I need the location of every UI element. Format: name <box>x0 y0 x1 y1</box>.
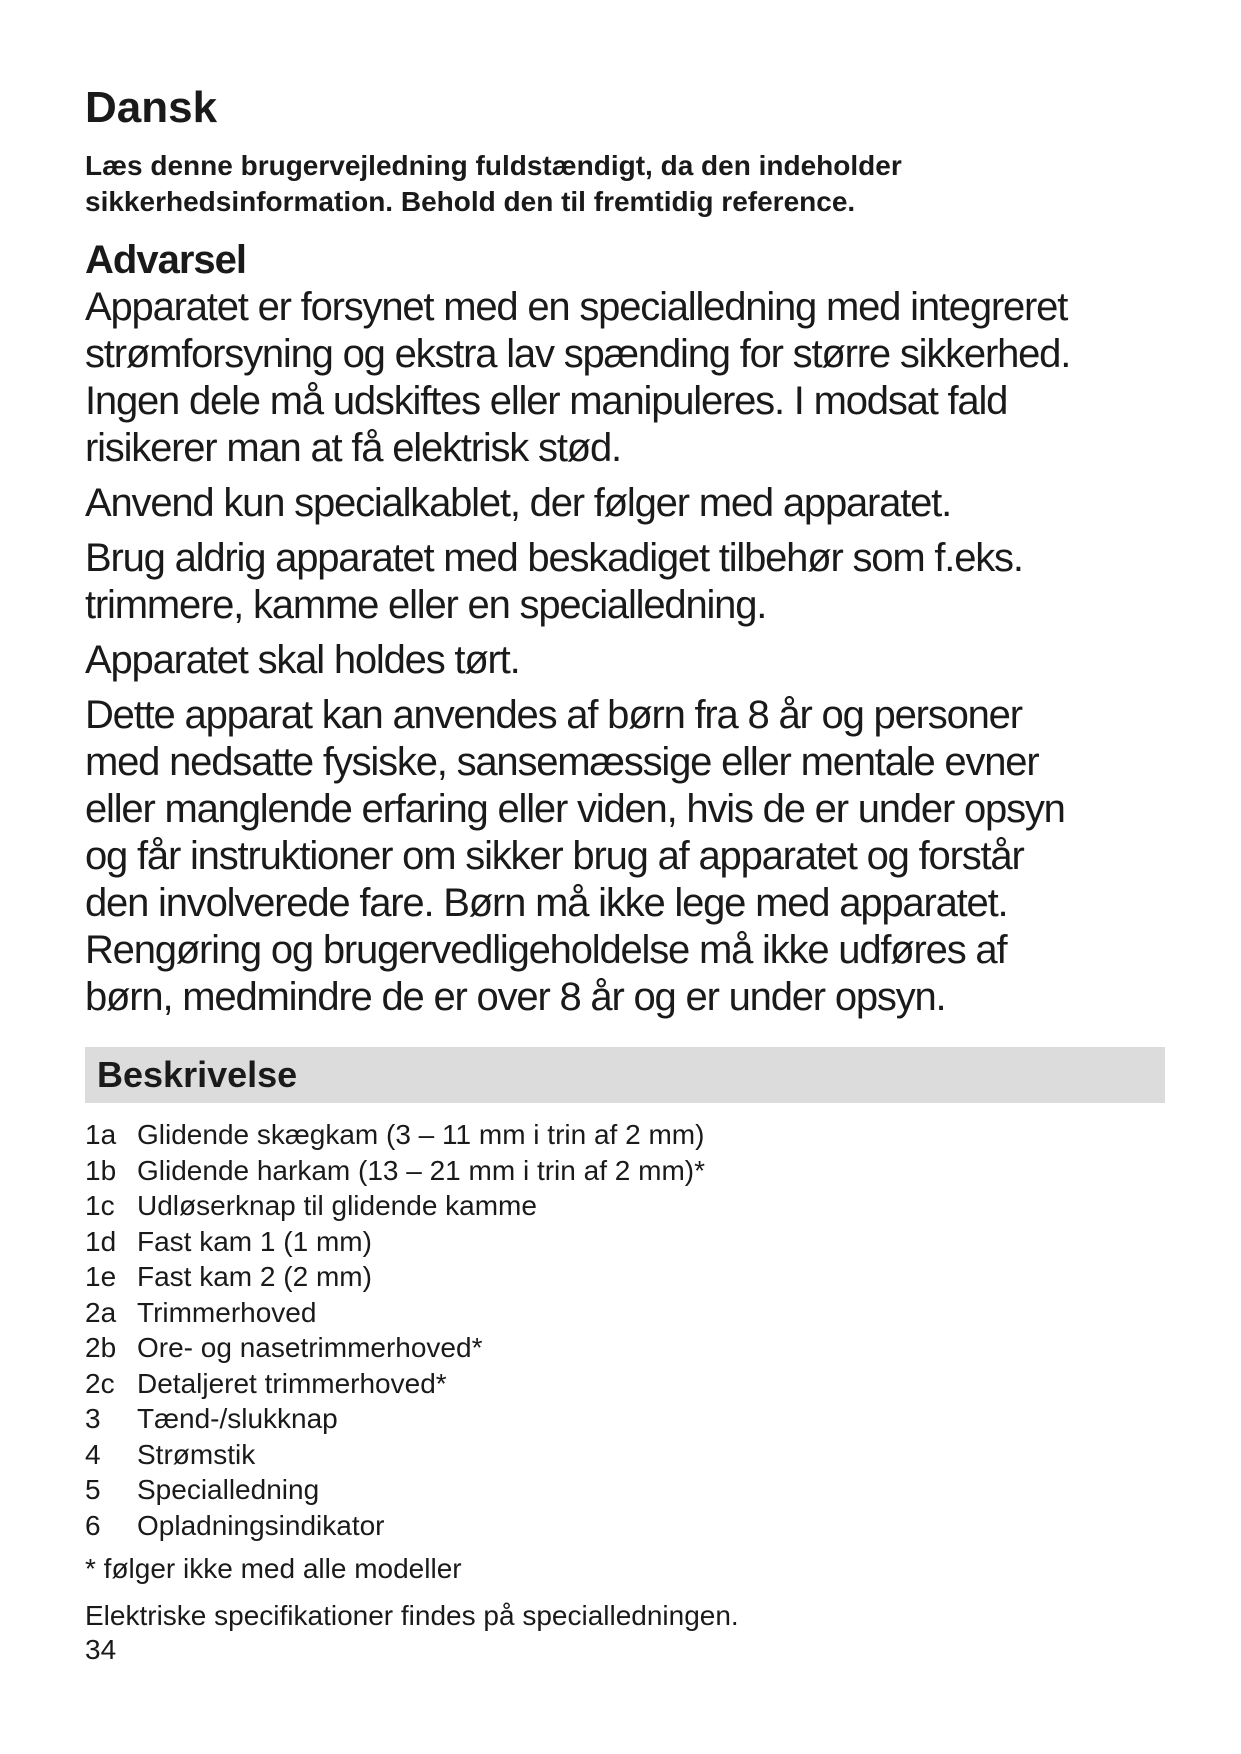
part-code: 1e <box>85 1261 117 1292</box>
part-label: Detaljeret trimmerhoved* <box>137 1367 447 1399</box>
part-label: Strømstik <box>137 1438 256 1470</box>
part-label: Opladningsindikator <box>137 1509 385 1541</box>
warning-paragraph <box>85 692 1165 1021</box>
list-item <box>85 1330 1165 1366</box>
warning-line: strømforsyning og ekstra lav spænding for større sikkerhed. <box>85 332 1071 376</box>
part-label: Ore- og nasetrimmerhoved* <box>137 1332 483 1363</box>
list-item <box>85 1117 1165 1153</box>
part-label: Trimmerhoved <box>137 1296 317 1328</box>
list-item <box>85 1259 1165 1295</box>
list-item <box>85 1401 1165 1437</box>
warning-line: med nedsatte fysiske, sansemæssige eller mentale evner <box>85 740 1039 784</box>
warning-line: risikerer man at få elektrisk stød. <box>85 426 621 470</box>
language-heading: Dansk <box>85 83 218 132</box>
page-number: 34 <box>85 1634 117 1665</box>
intro-line: Læs denne brugervejledning fuldstændigt, da den indeholder <box>85 150 902 181</box>
part-code: 2c <box>85 1367 115 1399</box>
part-label: Glidende harkam (13 – 21 mm i trin af 2 mm)* <box>137 1154 705 1186</box>
part-label: Udløserknap til glidende kamme <box>137 1190 537 1221</box>
manual-page <box>85 82 1165 1667</box>
list-item <box>85 1153 1165 1189</box>
description-header-bar <box>85 1047 1165 1103</box>
part-code: 1b <box>85 1154 117 1186</box>
part-code: 3 <box>85 1403 101 1434</box>
part-code: 5 <box>85 1474 101 1505</box>
list-item <box>85 1224 1165 1260</box>
intro-line: sikkerhedsinformation. Behold den til fremtidig reference. <box>85 186 856 217</box>
list-item <box>85 1295 1165 1331</box>
parts-list <box>85 1117 1165 1543</box>
warning-line: eller manglende erfaring eller viden, hvis de er under opsyn <box>85 787 1065 831</box>
part-label: Fast kam 2 (2 mm) <box>137 1261 372 1292</box>
part-label: Tænd-/slukknap <box>137 1403 338 1434</box>
warning-line: og får instruktioner om sikker brug af apparatet og forstår <box>85 834 1024 878</box>
warning-paragraph <box>85 637 1165 684</box>
description-heading: Beskrivelse <box>97 1054 298 1095</box>
part-code: 1a <box>85 1119 117 1150</box>
warning-line: børn, medmindre de er over 8 år og er under opsyn. <box>85 975 946 1019</box>
part-code: 1c <box>85 1190 115 1221</box>
warning-line: den involverede fare. Børn må ikke lege med apparatet. <box>85 881 1008 925</box>
part-code: 2b <box>85 1332 117 1363</box>
part-label: Glidende skægkam (3 – 11 mm i trin af 2 mm) <box>137 1119 705 1150</box>
list-item <box>85 1472 1165 1508</box>
list-item <box>85 1437 1165 1473</box>
warning-line: trimmere, kamme eller en specialledning. <box>85 583 767 627</box>
part-code: 6 <box>85 1509 101 1541</box>
part-code: 4 <box>85 1438 101 1470</box>
warning-line: Anvend kun specialkablet, der følger med apparatet. <box>85 481 952 525</box>
intro-text <box>85 148 1165 220</box>
warning-heading: Advarsel <box>85 238 246 282</box>
warning-paragraph <box>85 480 1165 527</box>
warning-paragraph <box>85 284 1165 472</box>
footnote: * følger ikke med alle modeller <box>85 1553 462 1584</box>
part-label: Fast kam 1 (1 mm) <box>137 1225 372 1257</box>
list-item <box>85 1366 1165 1402</box>
warning-line: Ingen dele må udskiftes eller manipuleres. I modsat fald <box>85 379 1008 423</box>
part-code: 2a <box>85 1296 117 1328</box>
warning-paragraph <box>85 535 1165 629</box>
list-item <box>85 1508 1165 1544</box>
part-label: Specialledning <box>137 1474 320 1505</box>
warning-line: Apparatet er forsynet med en specialledning med integreret <box>85 285 1068 329</box>
warning-line: Brug aldrig apparatet med beskadiget tilbehør som f.eks. <box>85 536 1023 580</box>
warning-line: Dette apparat kan anvendes af børn fra 8 år og personer <box>85 693 1022 737</box>
electrical-note: Elektriske specifikationer findes på specialledningen. <box>85 1600 739 1631</box>
warning-line: Rengøring og brugervedligeholdelse må ikke udføres af <box>85 928 1007 972</box>
list-item <box>85 1188 1165 1224</box>
part-code: 1d <box>85 1225 117 1257</box>
warning-line: Apparatet skal holdes tørt. <box>85 638 520 682</box>
